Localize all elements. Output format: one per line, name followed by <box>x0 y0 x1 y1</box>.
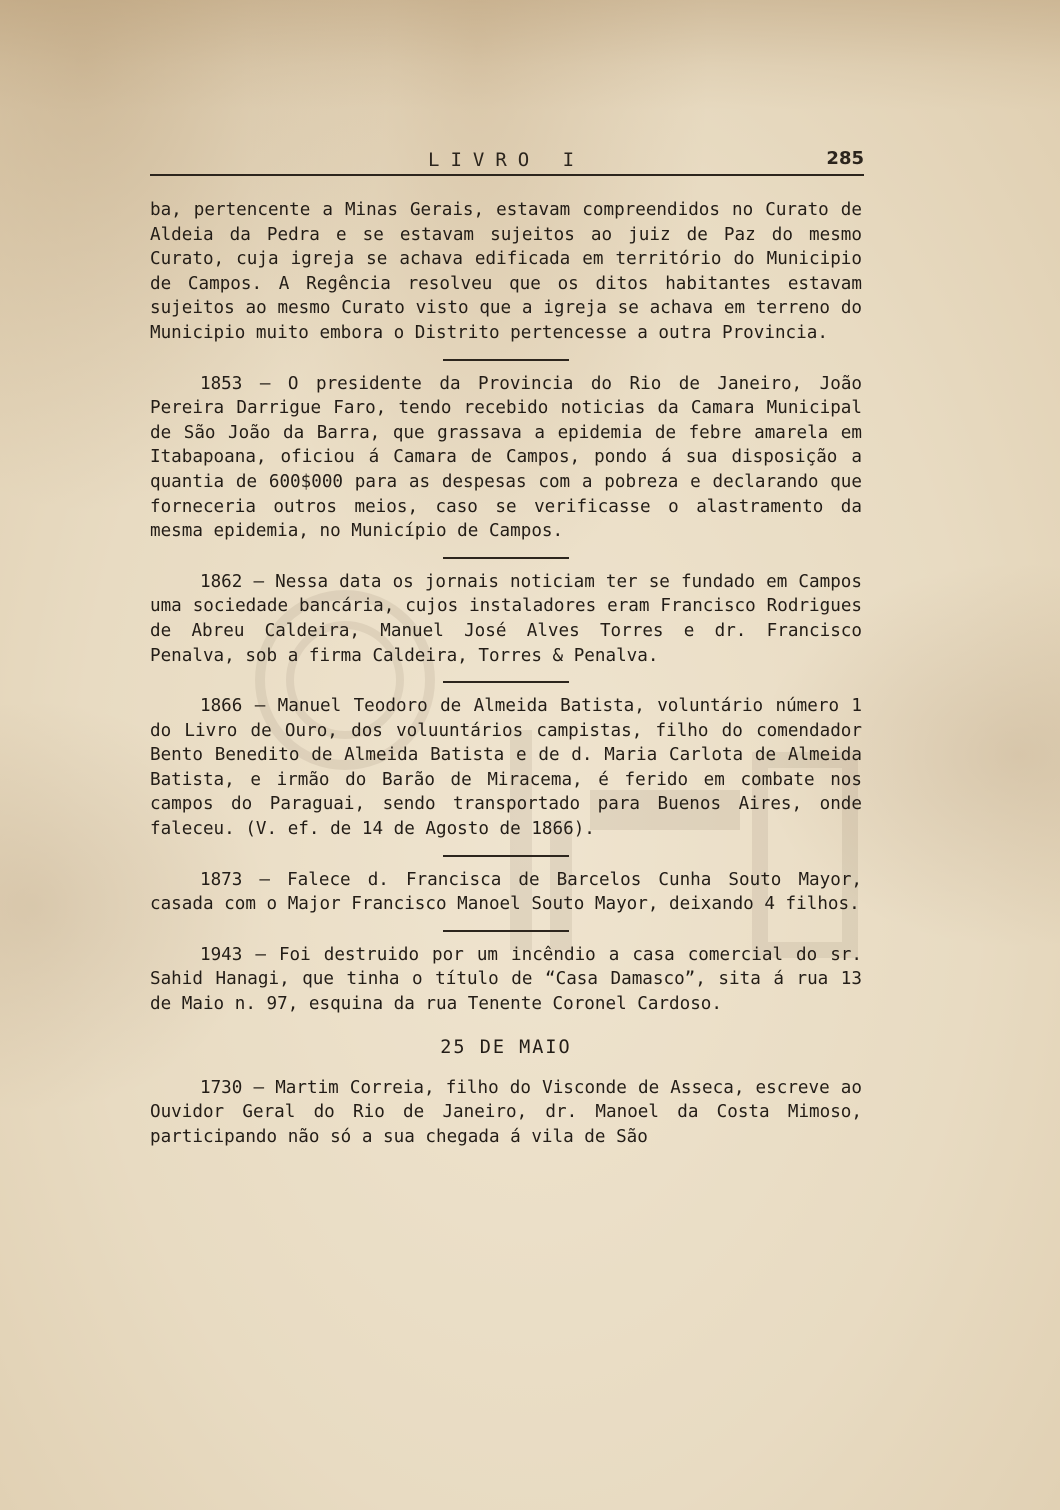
running-header <box>150 146 864 176</box>
entry-1866: 1866 — Manuel Teodoro de Almeida Batista, voluntário número 1 do Livro de Ouro, dos voluuntários campistas, filho do comendador Bento Benedito de Almeida Batista e de d. Maria Carlota de Almeida Batista, e irmão do Barão de Miracema, é ferido em combate nos campos do Paraguai, sendo transportado para Buenos Aires, onde faleceu. (V. ef. de 14 de Agosto de 1866). <box>150 696 862 840</box>
paragraph-continued: ba, pertencente a Minas Gerais, estavam compreendidos no Curato de Aldeia da Pedra e se estavam sujeitos ao juiz de Paz do mesmo Curato, cuja igreja se achava edificada em território do Municipio de Campos. A Regência resolveu que os ditos habitantes estavam sujeitos ao mesmo Curato visto que a igreja se achava em terreno do Municipio muito embora o Distrito pertencesse a outra Provincia. <box>150 200 862 343</box>
entry-1730: 1730 — Martim Correia, filho do Visconde de Asseca, escreve ao Ouvidor Geral do Rio de Janeiro, dr. Manoel da Costa Mimoso, participando não só a sua chegada á vila de São <box>150 1077 862 1147</box>
entry-divider <box>443 855 569 857</box>
entry-divider <box>443 930 569 932</box>
entry-1943: 1943 — Foi destruido por um incêndio a casa comercial do sr. Sahid Hanagi, que tinha o título de “Casa Damasco”, sita á rua 13 de Maio n. 97, esquina da rua Tenente Coronel Cardoso. <box>150 944 862 1015</box>
entry-divider <box>443 681 569 683</box>
entry-1853: 1853 — O presidente da Provincia do Rio de Janeiro, João Pereira Darrigue Faro, tendo recebido noticias da Camara Municipal de São João da Barra, que grassava a epidemia de febre amarela em Itabapoana, oficiou á Camara de Campos, pondo á sua disposição a quantia de 600$000 para as despesas com a pobreza e declarando que forneceria outros meios, caso se verificasse o alastramento da mesma epidemia, no Município de Campos. <box>150 373 862 542</box>
entry-divider <box>443 557 569 559</box>
page-stain <box>0 0 1060 110</box>
section-title: 25 DE MAIO <box>440 1036 572 1058</box>
page-number: 285 <box>826 148 864 169</box>
entry-divider <box>443 359 569 361</box>
body-text <box>150 198 862 1149</box>
entry-1873: 1873 — Falece d. Francisca de Barcelos Cunha Souto Mayor, casada com o Major Francisco Manoel Souto Mayor, deixando 4 filhos. <box>150 869 862 915</box>
running-title: LIVRO I <box>428 149 586 171</box>
entry-1862: 1862 — Nessa data os jornais noticiam ter se fundado em Campos uma sociedade bancária, cujos instaladores eram Francisco Rodrigues de Abreu Caldeira, Manuel José Alves Torres e dr. Francisco Penalva, sob a firma Caldeira, Torres & Penalva. <box>150 571 862 666</box>
